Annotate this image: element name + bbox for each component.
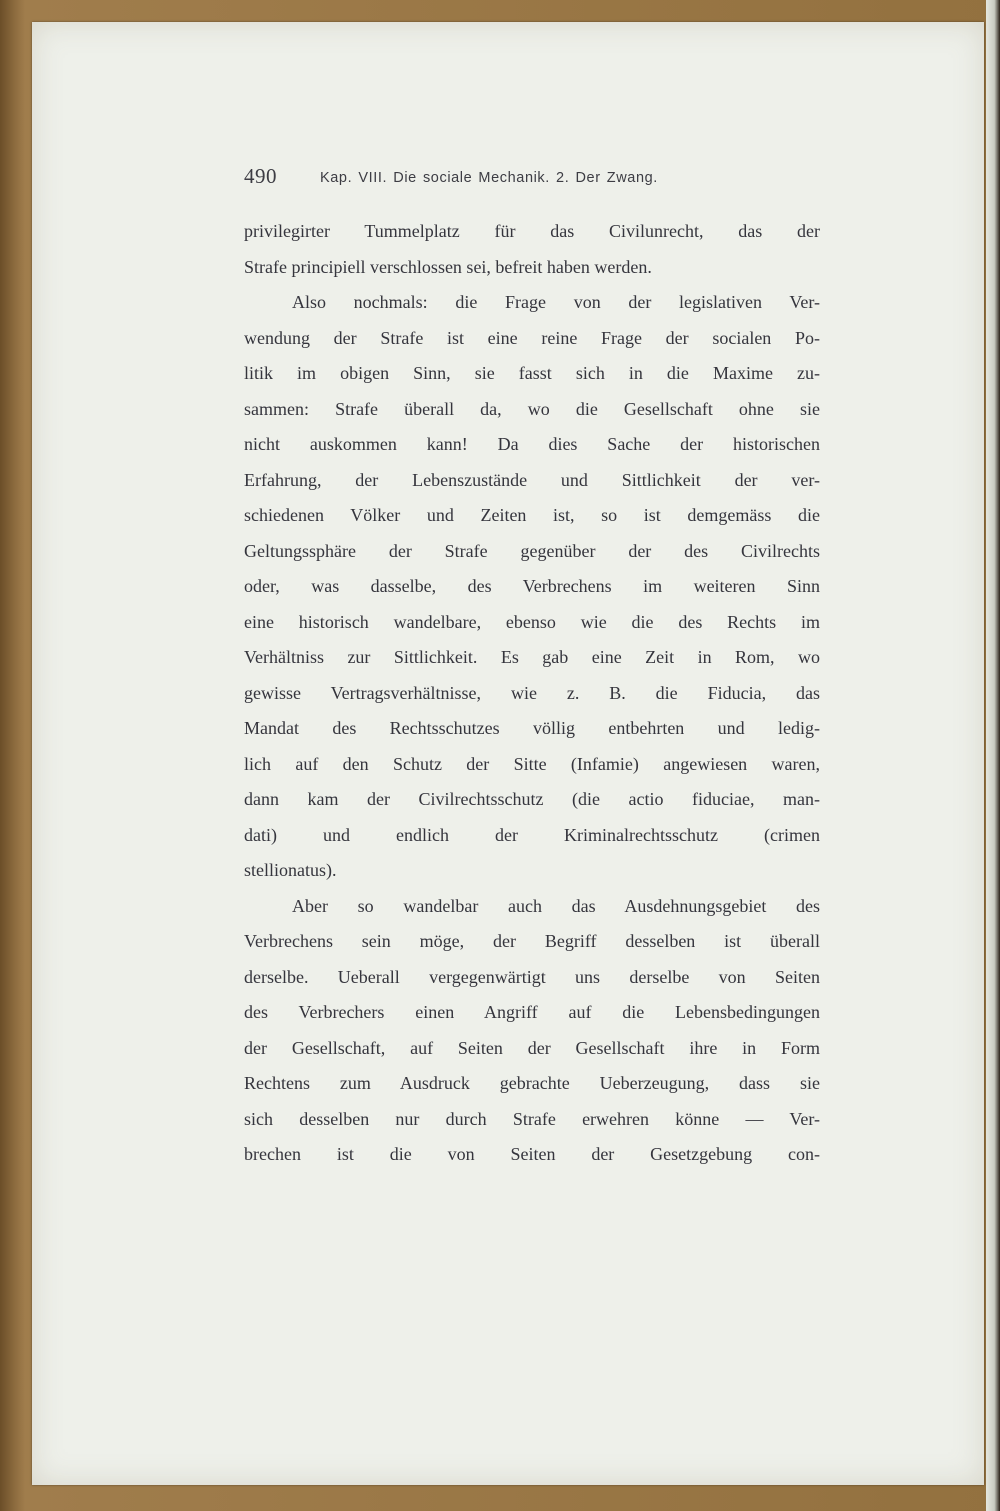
page-number: 490 [244,164,277,188]
text-line: Rechtens zum Ausdruck gebrachte Ueberzeugung, dass sie [244,1073,820,1093]
text-line: schiedenen Völker und Zeiten ist, so ist demgemäss die [244,505,820,525]
text-line: gewisse Vertragsverhältnisse, wie z. B. die Fiducia, das [244,682,820,703]
text-line: Verbrechens sein möge, der Begriff desselben ist überall [244,931,820,951]
text-line: wendung der Strafe ist eine reine Frage der socialen Po- [244,327,820,348]
text-line: Strafe principiell verschlossen sei, befreit haben werden. [244,256,652,277]
text-line: brechen ist die von Seiten der Gesetzgebung con- [244,1144,820,1164]
page-header [244,164,820,194]
text-line: des Verbrechers einen Angriff auf die Lebensbedingungen [244,1002,820,1022]
text-line: Also nochmals: die Frage von der legislativen Ver- [292,292,820,312]
text-line: Erfahrung, der Lebenszustände und Sittlichkeit der ver- [244,469,820,490]
body-text [244,214,820,1173]
text-line: litik im obigen Sinn, sie fasst sich in die Maxime zu- [244,363,820,383]
text-line: Geltungssphäre der Strafe gegenüber der des Civilrechts [244,540,820,561]
text-line: Aber so wandelbar auch das Ausdehnungsgebiet des [292,895,820,916]
page-stack-edge [986,0,1000,1511]
text-line: Mandat des Rechtsschutzes völlig entbehrten und ledig- [244,718,820,738]
running-head: Kap. VIII. Die sociale Mechanik. 2. Der Zwang. [320,170,658,186]
text-line: dati) und endlich der Kriminalrechtsschutz (crimen [244,824,820,845]
text-line: privilegirter Tummelplatz für das Civilunrecht, das der [244,221,820,241]
text-line: lich auf den Schutz der Sitte (Infamie) angewiesen waren, [244,753,820,774]
text-line: sich desselben nur durch Strafe erwehren könne — Ver- [244,1108,820,1129]
text-line: eine historisch wandelbare, ebenso wie die des Rechts im [244,611,820,632]
text-line: oder, was dasselbe, des Verbrechens im weiteren Sinn [244,576,820,596]
text-line: derselbe. Ueberall vergegenwärtigt uns derselbe von Seiten [244,966,820,987]
text-line: sammen: Strafe überall da, wo die Gesellschaft ohne sie [244,398,820,419]
text-line: der Gesellschaft, auf Seiten der Gesellschaft ihre in Form [244,1037,820,1058]
text-line: Verhältniss zur Sittlichkeit. Es gab eine Zeit in Rom, wo [244,647,820,667]
text-line: stellionatus). [244,860,337,880]
text-line: nicht auskommen kann! Da dies Sache der historischen [244,434,820,454]
text-line: dann kam der Civilrechtsschutz (die actio fiduciae, man- [244,789,820,809]
